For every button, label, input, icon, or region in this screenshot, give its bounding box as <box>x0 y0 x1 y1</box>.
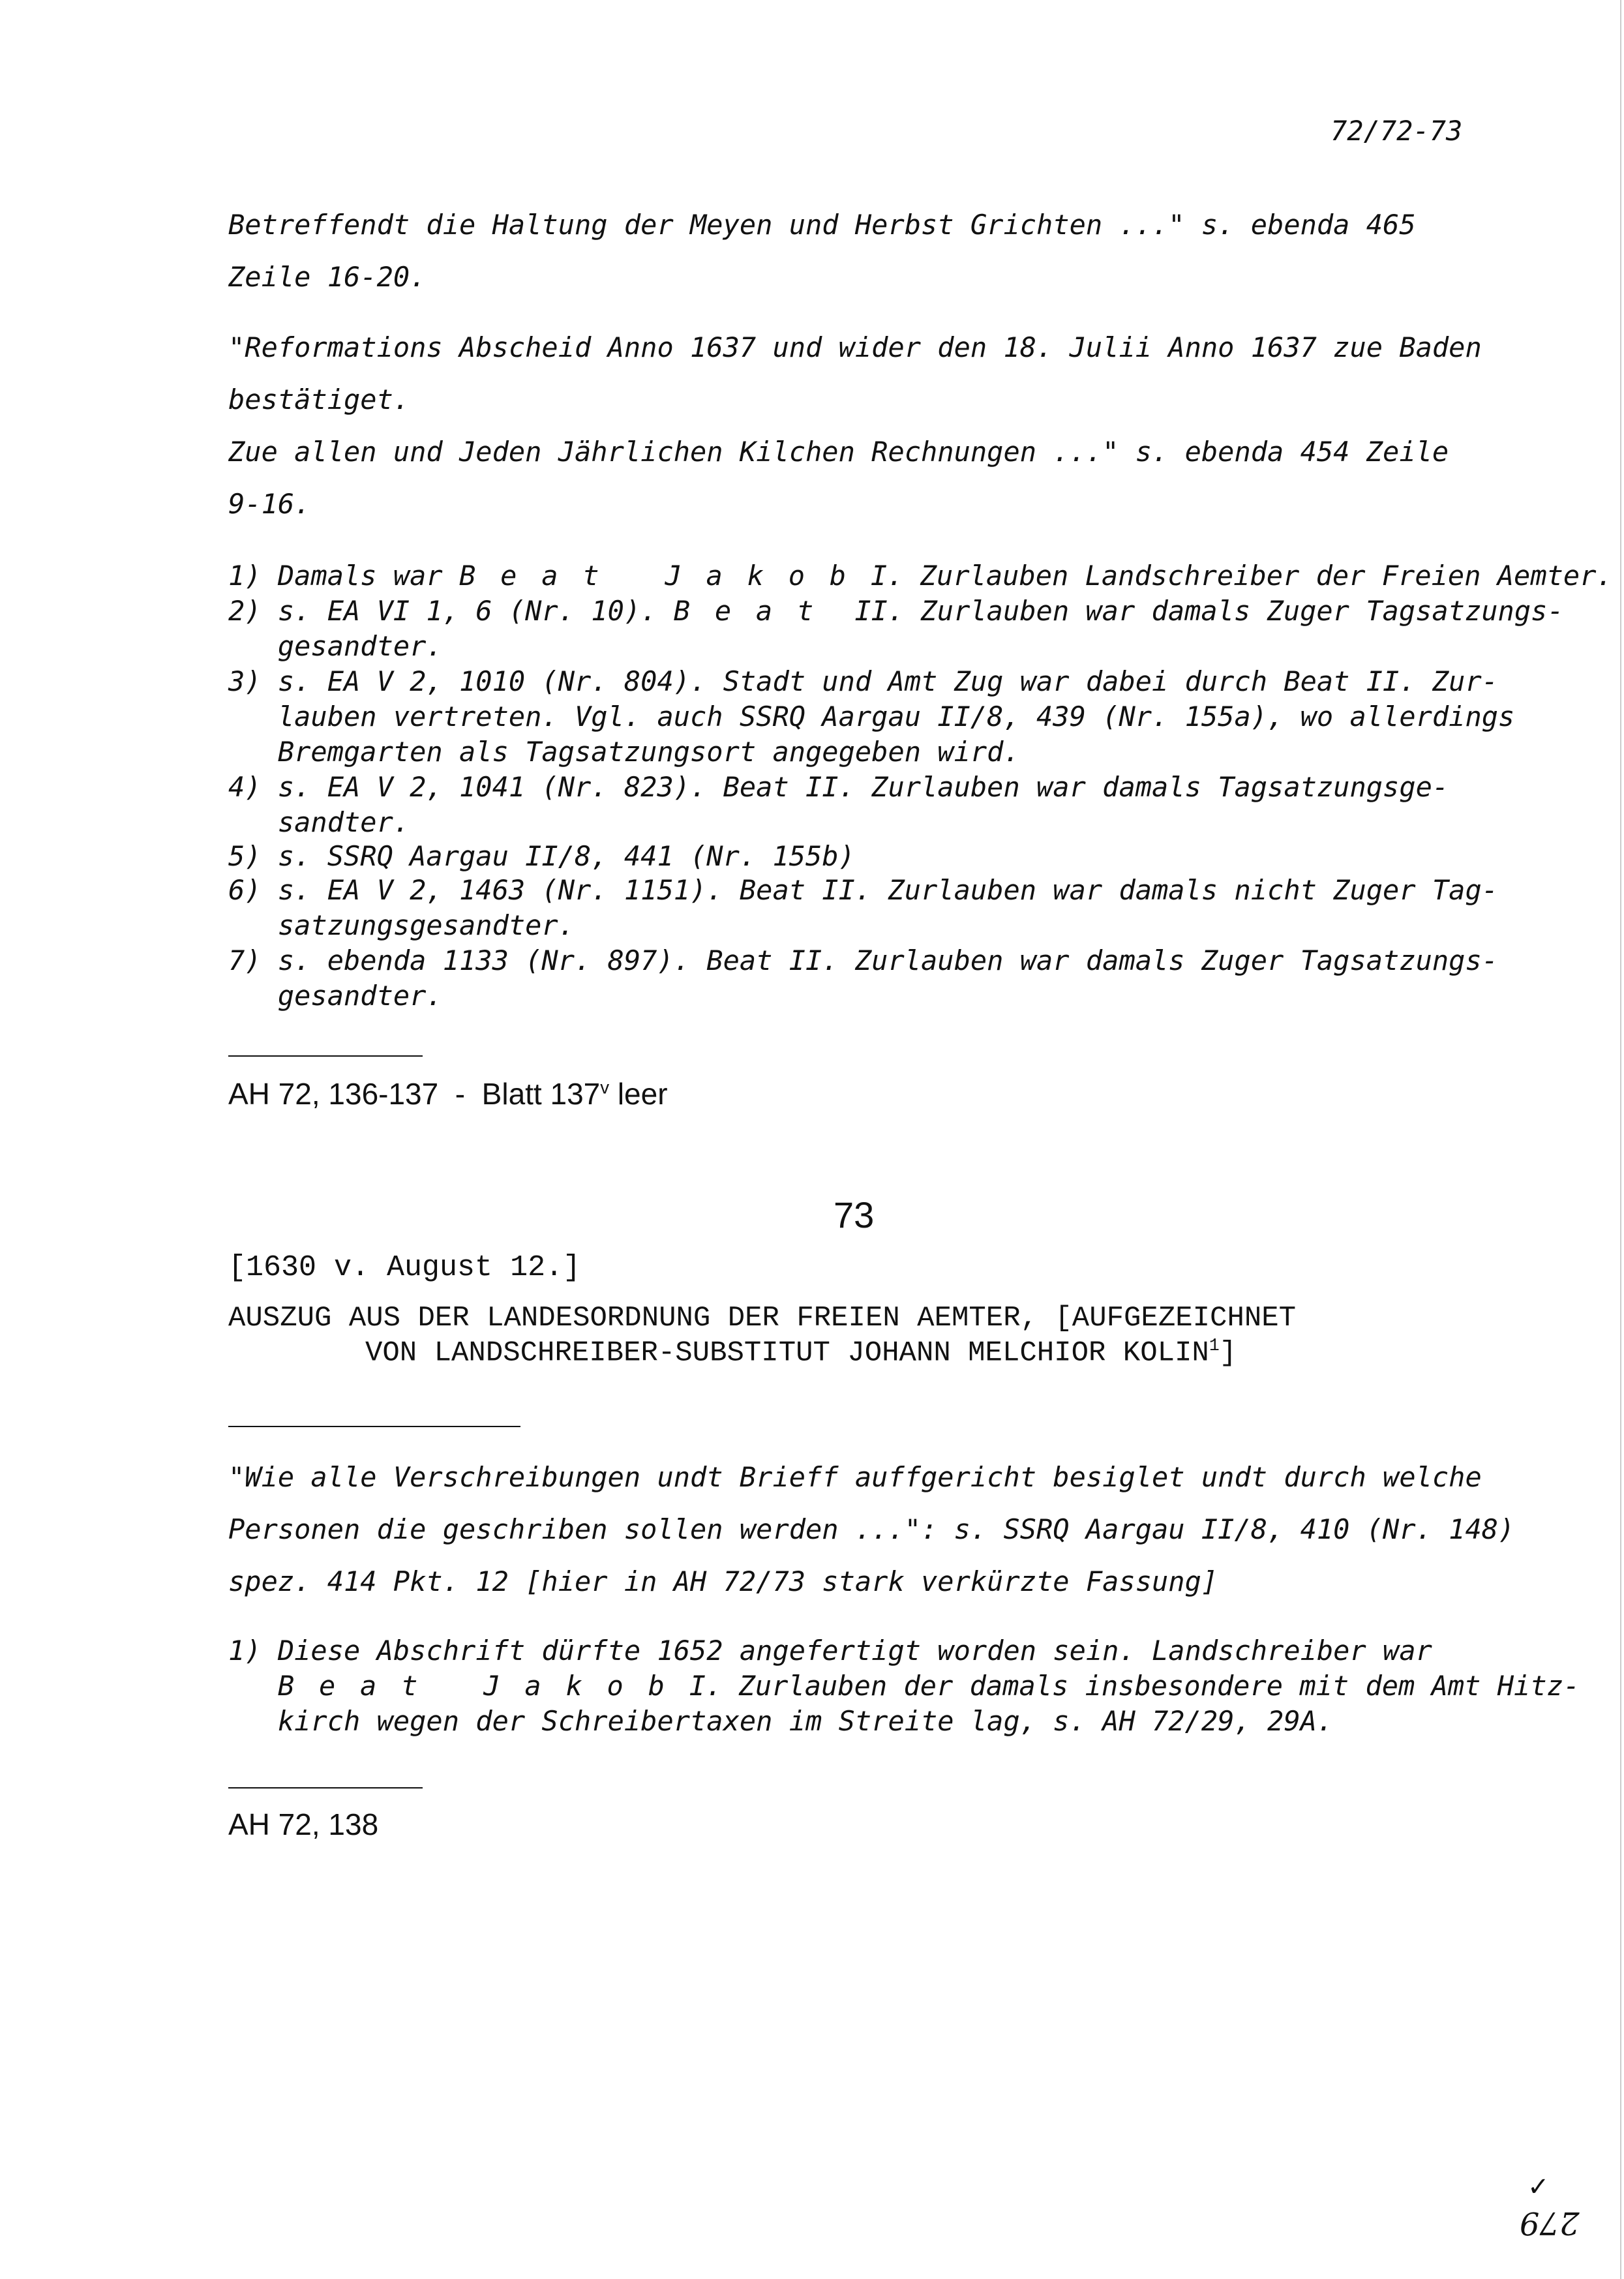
footnote-73-1: 1) Diese Abschrift dürfte 1652 angefertigt worden sein. Landschreiber war <box>228 1635 1432 1667</box>
text-line: 9-16. <box>228 488 311 520</box>
footnote-5: 5) s. SSRQ Aargau II/8, 441 (Nr. 155b) <box>228 840 855 872</box>
text-line: bestätiget. <box>228 384 410 415</box>
page-reference: 72/72-73 <box>1331 115 1463 147</box>
footnote-73-1-cont: Beat JakobI. Zurlauben der damals insbesondere mit dem Amt Hitz- <box>277 1670 1580 1702</box>
footnote-4: 4) s. EA V 2, 1041 (Nr. 823). Beat II. Zurlauben war damals Tagsatzungsge- <box>228 771 1449 803</box>
page-edge-line <box>1620 0 1621 2279</box>
separator-rule <box>228 1055 423 1057</box>
footnote-7-cont: gesandter. <box>228 980 443 1012</box>
footnote-7: 7) s. ebenda 1133 (Nr. 897). Beat II. Zurlauben war damals Zuger Tagsatzungs- <box>228 944 1499 976</box>
text-line: Zeile 16-20. <box>228 261 427 293</box>
entry-number: 73 <box>834 1194 875 1235</box>
footnote-3-cont: Bremgarten als Tagsatzungsort angegeben wird. <box>228 736 1020 768</box>
footnote-3-cont: lauben vertreten. Vgl. auch SSRQ Aargau II/8, 439 (Nr. 155a), wo allerdings <box>228 701 1515 732</box>
text-line: "Reformations Abscheid Anno 1637 und wider den 18. Julii Anno 1637 zue Baden <box>228 331 1482 363</box>
footnote-3: 3) s. EA V 2, 1010 (Nr. 804). Stadt und Amt Zug war dabei durch Beat II. Zur- <box>228 665 1499 697</box>
spaced-name: Beat Jakob <box>277 1670 689 1702</box>
folio-number: 279 <box>1520 2205 1580 2241</box>
separator-rule <box>228 1787 423 1788</box>
footnote-2: 2) s. EA VI 1, 6 (Nr. 10). Beat II. Zurlauben war damals Zuger Tagsatzungs- <box>228 595 1564 627</box>
quote-line: Personen die geschriben sollen werden ...": s. SSRQ Aargau II/8, 410 (Nr. 148) <box>228 1513 1515 1545</box>
source-line: AH 72, 136-137 - Blatt 137$^v$ leer <box>228 1077 668 1111</box>
separator-rule <box>228 1426 520 1427</box>
entry-date: [1630 v. August 12.] <box>228 1251 581 1284</box>
entry-title: AUSZUG AUS DER LANDESORDNUNG DER FREIEN AEMTER, [AUFGEZEICHNET <box>228 1302 1297 1335</box>
text-line: Betreffendt die Haltung der Meyen und Herbst Grichten ..." s. ebenda 465 <box>228 209 1416 241</box>
spaced-name: Beat <box>673 595 839 627</box>
footnote-1: 1) Damals war Beat JakobI. Zurlauben Landschreiber der Freien Aemter. <box>228 560 1613 592</box>
footnote-4-cont: sandter. <box>228 806 410 838</box>
footnote-73-1-cont: kirch wegen der Schreibertaxen im Streite lag, s. AH 72/29, 29A. <box>228 1705 1334 1737</box>
quote-line: "Wie alle Verschreibungen undt Brieff auffgericht besiglet undt durch welche <box>228 1461 1482 1493</box>
quote-line: spez. 414 Pkt. 12 [hier in AH 72/73 stark verkürzte Fassung] <box>228 1565 1218 1597</box>
checkmark-icon: ✓ <box>1527 2172 1550 2202</box>
source-line: AH 72, 138 <box>228 1807 379 1841</box>
entry-title-cont: VON LANDSCHREIBER-SUBSTITUT JOHANN MELCHIOR KOLIN$^1$] <box>365 1336 1237 1370</box>
spaced-name: Beat Jakob <box>459 560 871 592</box>
footnote-6: 6) s. EA V 2, 1463 (Nr. 1151). Beat II. Zurlauben war damals nicht Zuger Tag- <box>228 874 1499 906</box>
footnote-2-cont: gesandter. <box>228 630 443 662</box>
text-line: Zue allen und Jeden Jährlichen Kilchen Rechnungen ..." s. ebenda 454 Zeile <box>228 436 1449 468</box>
footnote-6-cont: satzungsgesandter. <box>228 909 575 941</box>
